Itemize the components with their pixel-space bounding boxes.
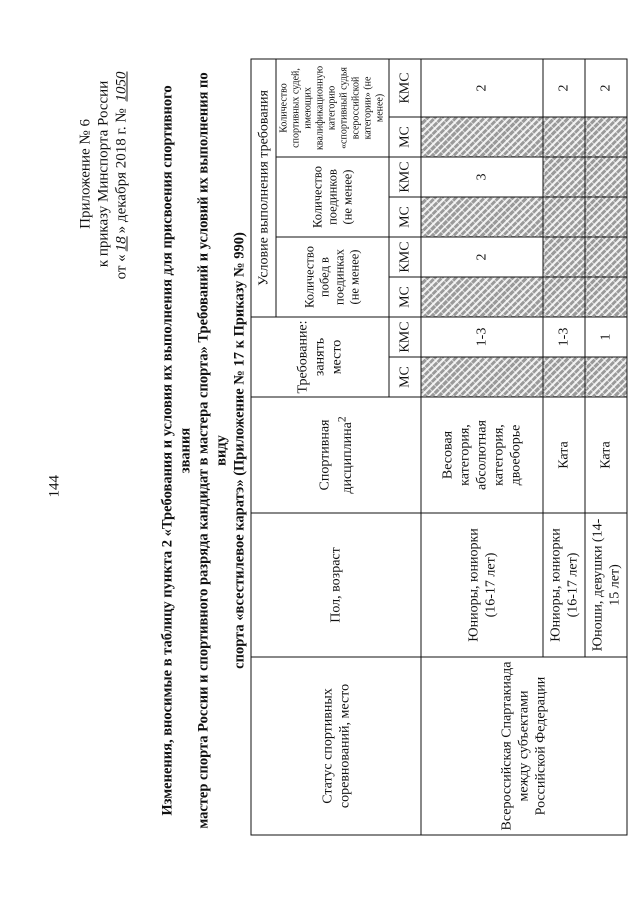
requirements-table — [250, 58, 627, 835]
heading-line-3: спорта «всестилевое каратэ» (Приложение № 17 к Приказу № 990) — [231, 231, 247, 669]
header-conditions: Условие выполнения требования — [251, 58, 276, 316]
row-discipline: Ката — [585, 397, 627, 513]
appendix-number: 1050 — [113, 71, 129, 101]
cell-wins-ms — [421, 277, 543, 317]
cell-wins-ms — [585, 277, 627, 317]
cell-bouts-kms — [585, 157, 627, 197]
header-discipline-footnote: 2 — [334, 415, 348, 422]
row-gender-age: Юниоры, юниорки (16-17 лет) — [421, 513, 543, 657]
cell-wins-kms: 2 — [421, 237, 543, 277]
cell-judges-ms — [585, 117, 627, 157]
header-discipline-text: Спортивная дисциплина — [316, 419, 355, 494]
appendix-order: к приказу Минспорта России — [95, 80, 111, 267]
row-gender-age: Юноши, девушки (14-15 лет) — [585, 513, 627, 657]
cell-bouts-ms — [585, 197, 627, 237]
appendix-day: 18 — [113, 235, 129, 251]
heading-line-2: мастер спорта России и спортивного разряда кандидат в мастера спорта» Требований и условий их выполнения по виду — [195, 71, 229, 829]
cell-judges-ms — [421, 117, 543, 157]
cell-place-kms: 1-3 — [421, 317, 543, 357]
header-wins-kms: КМС — [389, 237, 421, 277]
cell-wins-kms — [543, 237, 585, 277]
header-wins: Количество побед в поединках (не менее) — [276, 237, 389, 317]
appendix-title: Приложение № 6 — [77, 118, 93, 229]
cell-judges-kms: 2 — [421, 58, 543, 116]
header-judges-ms: МС — [389, 117, 421, 157]
appendix-date-middle: » декабря 2018 г. № — [113, 107, 129, 233]
cell-judges-kms: 2 — [543, 58, 585, 116]
cell-place-kms: 1-3 — [543, 317, 585, 357]
header-place-requirement: Требование: занять место — [251, 317, 389, 397]
heading-line-1: Изменения, вносимые в таблицу пункта 2 «Требования и условия их выполнения для присвоения спортивного звания — [159, 84, 193, 816]
header-judges-kms: КМС — [389, 58, 421, 116]
header-status: Статус спортивных соревнований, место — [251, 657, 421, 835]
table-row — [421, 58, 543, 834]
document-heading — [158, 65, 248, 835]
appendix-date — [112, 68, 130, 279]
header-bouts-kms: КМС — [389, 157, 421, 197]
row-gender-age: Юниоры, юниорки (16-17 лет) — [543, 513, 585, 657]
header-place-kms: КМС — [389, 317, 421, 357]
cell-place-ms — [421, 357, 543, 397]
rotated-page — [30, 20, 622, 885]
cell-place-kms: 1 — [585, 317, 627, 357]
header-judges: Количество спортивных судей, имеющих квалификационную категорию «спортивный судья всероссийской категории» (не менее) — [276, 58, 389, 156]
cell-bouts-ms — [421, 197, 543, 237]
cell-bouts-ms — [543, 197, 585, 237]
page-number: 144 — [46, 474, 62, 497]
competition-status: Всероссийская Спартакиада между субъектами Российской Федерации — [421, 657, 627, 835]
cell-bouts-kms: 3 — [421, 157, 543, 197]
cell-judges-kms: 2 — [585, 58, 627, 116]
header-gender-age: Пол, возраст — [251, 513, 421, 657]
appendix-date-prefix: от « — [113, 253, 129, 279]
appendix-block — [76, 68, 130, 279]
header-bouts-ms: МС — [389, 197, 421, 237]
row-discipline: Весовая категория, абсолютная категория, двоеборье — [421, 397, 543, 513]
cell-wins-kms — [585, 237, 627, 277]
header-wins-ms: МС — [389, 277, 421, 317]
cell-bouts-kms — [543, 157, 585, 197]
cell-judges-ms — [543, 117, 585, 157]
row-discipline: Ката — [543, 397, 585, 513]
cell-wins-ms — [543, 277, 585, 317]
cell-place-ms — [543, 357, 585, 397]
cell-place-ms — [585, 357, 627, 397]
header-bouts: Количество поединков (не менее) — [276, 157, 389, 237]
header-place-ms: МС — [389, 357, 421, 397]
header-discipline — [251, 397, 421, 513]
